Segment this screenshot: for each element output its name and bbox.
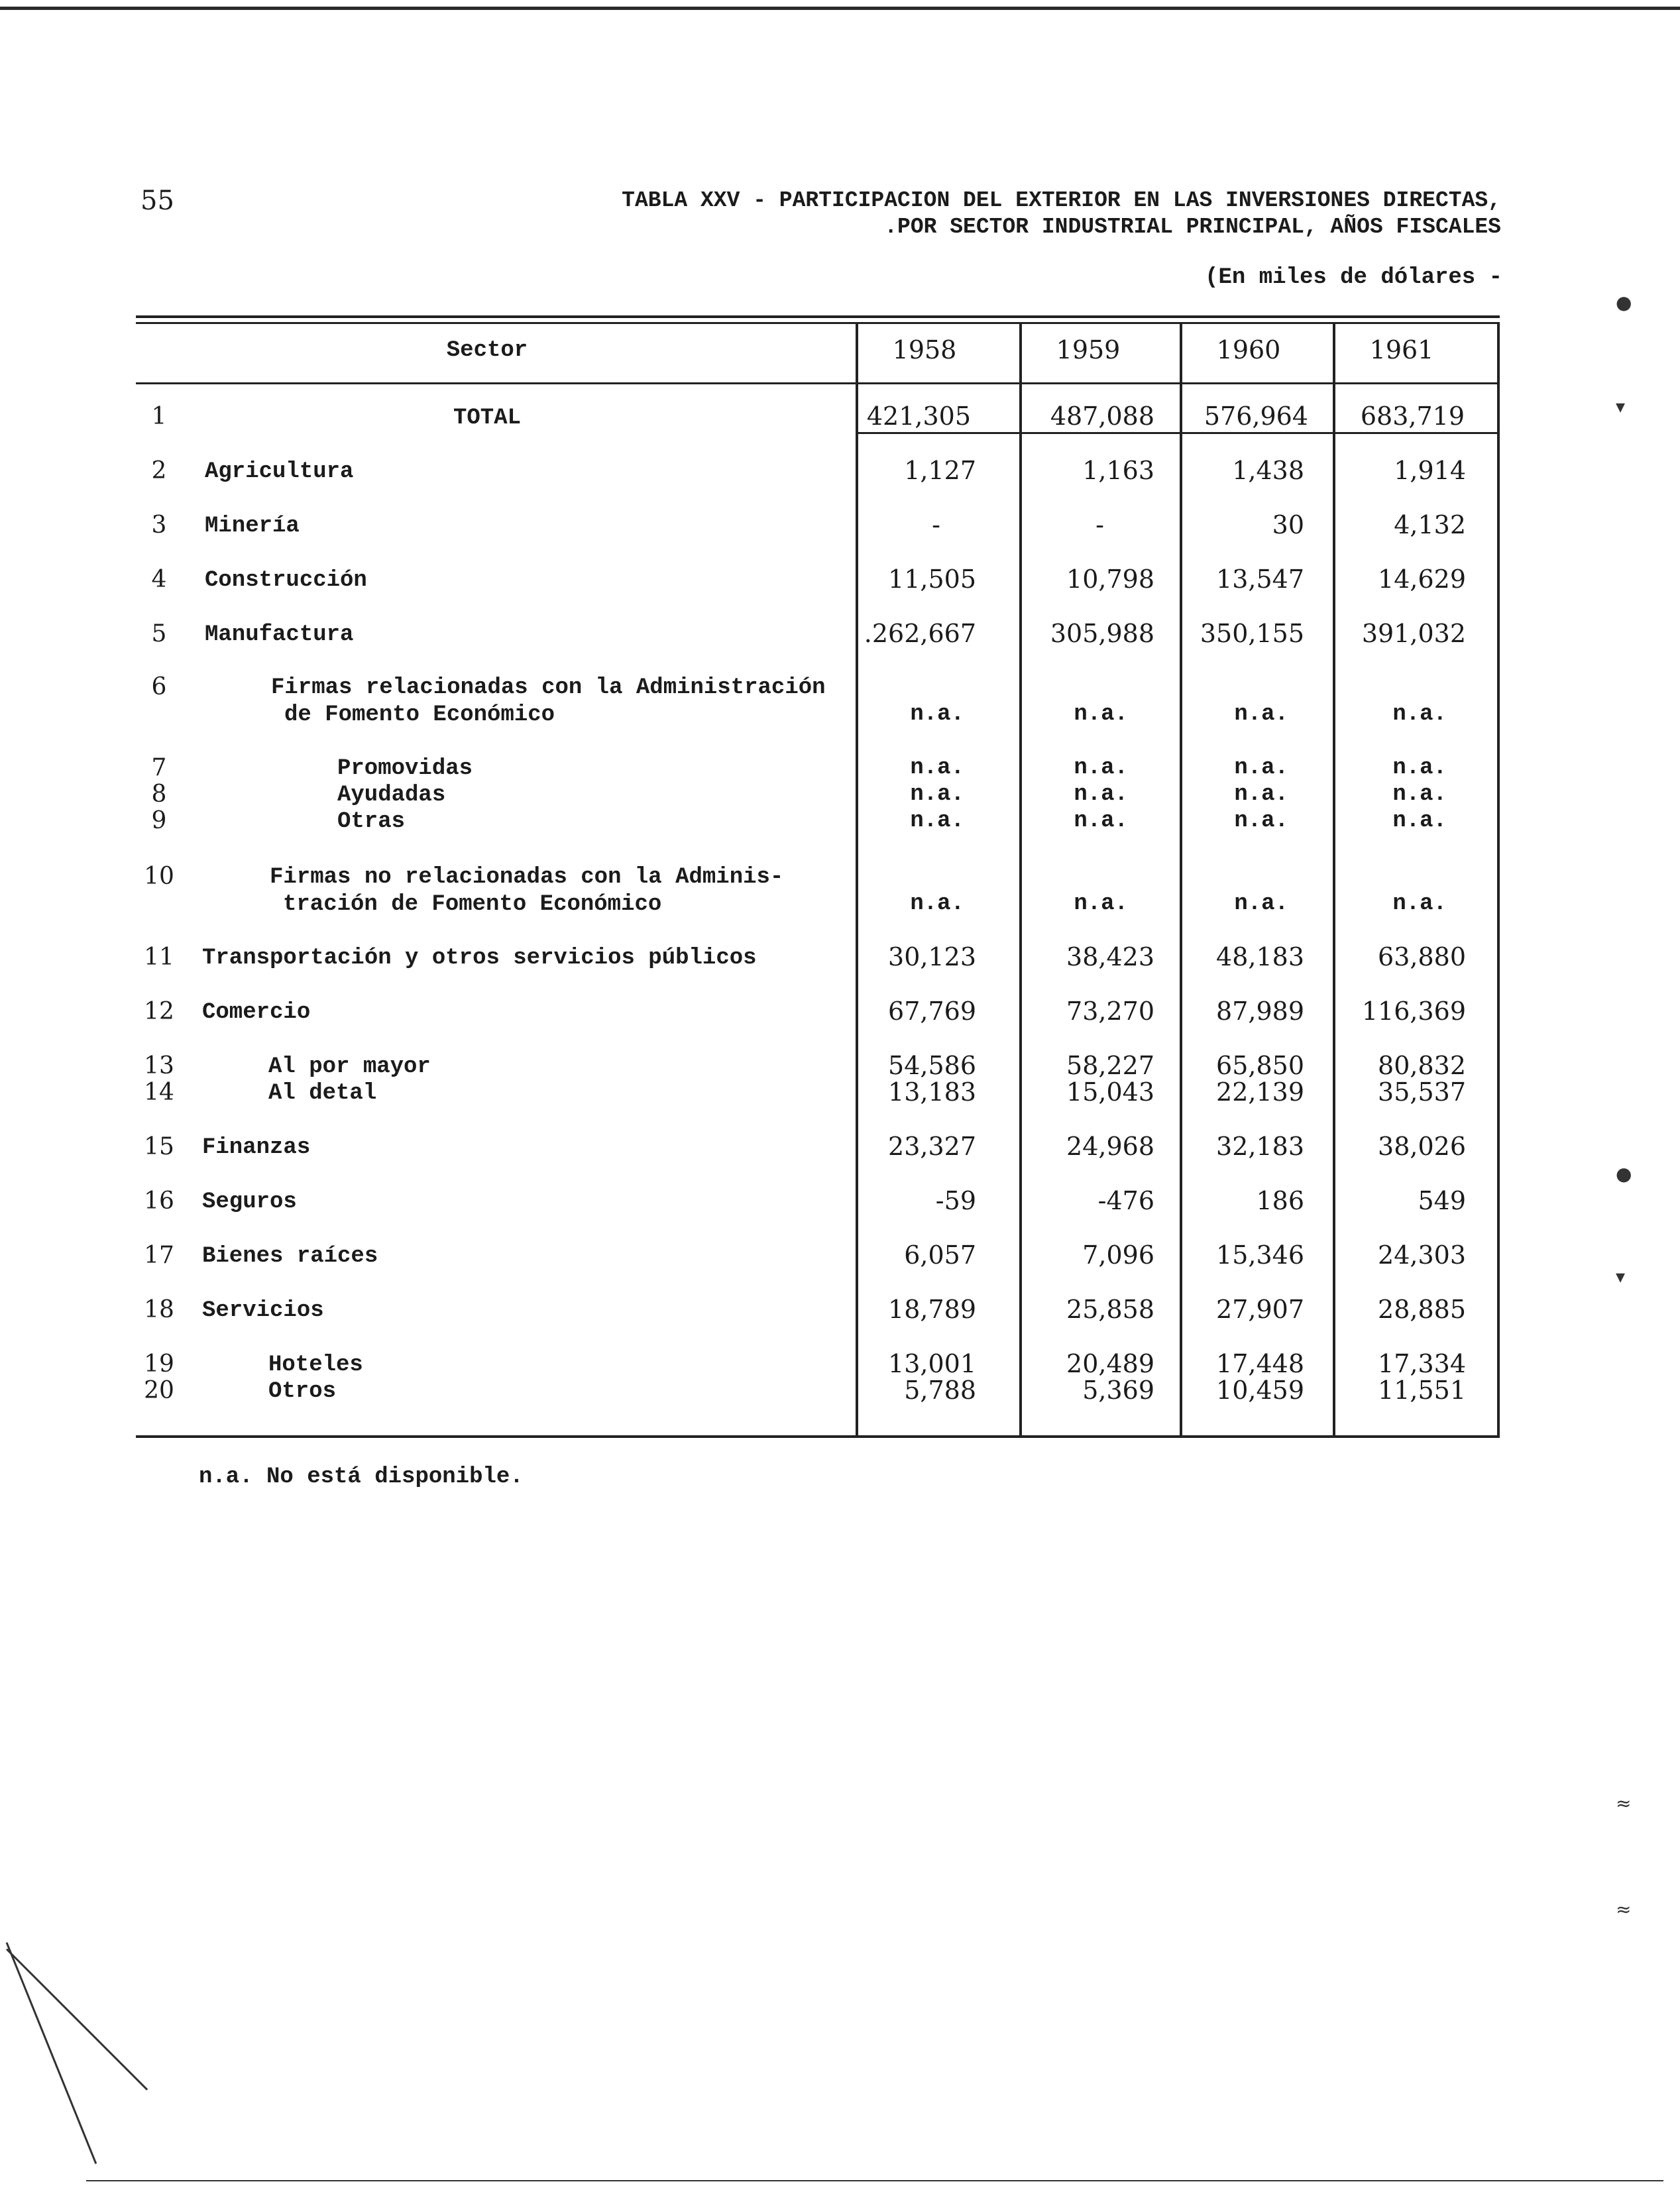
cell-1958: 6,057 — [904, 1240, 976, 1270]
row-label: Al detal — [268, 1081, 377, 1106]
row-number: 6 — [151, 673, 167, 700]
cell-1961: 683,719 — [1360, 402, 1465, 431]
cell-1961: 14,629 — [1378, 565, 1466, 594]
cell-1960: 350,155 — [1200, 619, 1304, 648]
row-label: Finanzas — [202, 1135, 311, 1160]
cell-1961: 17,334 — [1378, 1349, 1466, 1378]
cell-1960: 1,438 — [1232, 456, 1304, 485]
cell-1960: 17,448 — [1216, 1349, 1304, 1378]
row-label: Promovidas — [337, 756, 473, 781]
scan-speck: ● — [1616, 292, 1632, 313]
cell-1959: - — [1095, 510, 1104, 539]
cell-1960: 15,346 — [1216, 1240, 1304, 1270]
table-bottom-rule — [136, 1435, 1500, 1438]
cell-1958: .262,667 — [864, 619, 976, 648]
cell-1960: n.a. — [1234, 808, 1288, 834]
row-number: 3 — [151, 512, 167, 539]
cell-1960: 48,183 — [1216, 942, 1304, 971]
cell-1961: n.a. — [1392, 755, 1447, 781]
row-label: Comercio — [202, 1000, 311, 1025]
scan-speck: ▾ — [1616, 396, 1626, 417]
row-number: 5 — [151, 620, 167, 647]
cell-1959: 25,858 — [1066, 1295, 1154, 1324]
cell-1959: n.a. — [1074, 702, 1128, 727]
cell-1958: 67,769 — [888, 997, 976, 1026]
row-label: Construcción — [205, 568, 367, 593]
column-line-3 — [1180, 324, 1182, 1438]
cell-1961: 1,914 — [1394, 456, 1466, 485]
cell-1960: 186 — [1256, 1186, 1304, 1215]
cell-1958: n.a. — [910, 891, 964, 916]
cell-1961: n.a. — [1392, 891, 1447, 916]
row-label: Ayudadas — [337, 783, 446, 808]
cell-1959: 487,088 — [1050, 402, 1154, 431]
row-label: Bienes raíces — [202, 1244, 378, 1269]
cell-1960: 32,183 — [1216, 1132, 1304, 1161]
header-year-1960: 1960 — [1216, 335, 1281, 364]
row-label: TOTAL — [453, 406, 522, 431]
cell-1959: -476 — [1097, 1186, 1154, 1215]
cell-1961: 28,885 — [1378, 1295, 1466, 1324]
cell-1958: n.a. — [910, 755, 964, 781]
cell-1961: 35,537 — [1378, 1077, 1466, 1107]
total-underline — [858, 432, 1500, 434]
column-line-5 — [1497, 324, 1500, 1438]
data-table — [136, 315, 1500, 1438]
cell-1958: 13,183 — [888, 1077, 976, 1107]
row-number: 10 — [144, 863, 174, 890]
row-label: Otros — [268, 1379, 337, 1404]
row-label: Manufactura — [205, 622, 354, 647]
row-number: 19 — [144, 1350, 174, 1378]
row-label: Transportación y otros servicios públicos — [202, 946, 757, 971]
table-top-rule — [136, 315, 1500, 318]
cell-1961: 24,303 — [1378, 1240, 1466, 1270]
header-year-1958: 1958 — [892, 335, 957, 364]
cell-1960: n.a. — [1234, 782, 1288, 807]
cell-1961: 549 — [1418, 1186, 1466, 1215]
row-number: 8 — [151, 781, 167, 808]
header-bottom-rule — [136, 382, 1500, 384]
cell-1959: 24,968 — [1066, 1132, 1154, 1161]
cell-1961: 11,551 — [1378, 1376, 1466, 1405]
cell-1958: n.a. — [910, 782, 964, 807]
cell-1959: 1,163 — [1082, 456, 1154, 485]
footnote: n.a. No está disponible. — [199, 1464, 524, 1490]
header-year-1961: 1961 — [1369, 335, 1434, 364]
row-number: 16 — [144, 1187, 174, 1215]
cell-1959: 10,798 — [1066, 565, 1154, 594]
row-number: 11 — [144, 944, 174, 971]
row-label-line-2: tración de Fomento Económico — [283, 892, 662, 917]
scan-corner-fold — [6, 1948, 148, 2090]
row-number: 1 — [151, 403, 167, 430]
cell-1961: 4,132 — [1394, 510, 1466, 539]
cell-1958: 11,505 — [888, 565, 976, 594]
cell-1961: 38,026 — [1378, 1132, 1466, 1161]
header-sector: Sector — [446, 338, 528, 363]
row-number: 2 — [151, 457, 167, 484]
cell-1959: 7,096 — [1082, 1240, 1154, 1270]
scan-corner-fold — [6, 1942, 97, 2164]
cell-1959: 20,489 — [1066, 1349, 1154, 1378]
cell-1959: 38,423 — [1066, 942, 1154, 971]
cell-1960: n.a. — [1234, 891, 1288, 916]
row-label: Agricultura — [205, 459, 354, 484]
table-top-rule-inner — [136, 322, 1500, 324]
cell-1958: 54,586 — [888, 1051, 976, 1080]
cell-1958: 421,305 — [866, 402, 971, 431]
cell-1958: 30,123 — [888, 942, 976, 971]
cell-1959: 5,369 — [1082, 1376, 1154, 1405]
column-line-1 — [856, 324, 858, 1438]
row-label: Servicios — [202, 1298, 324, 1323]
row-number: 15 — [144, 1133, 174, 1160]
scan-speck: ≈ — [1616, 1898, 1632, 1920]
cell-1960: 87,989 — [1216, 997, 1304, 1026]
cell-1959: n.a. — [1074, 782, 1128, 807]
cell-1958: 13,001 — [888, 1349, 976, 1378]
scan-bottom-edge — [86, 2180, 1663, 2181]
scan-top-edge — [0, 7, 1680, 10]
header-year-1959: 1959 — [1056, 335, 1121, 364]
cell-1960: n.a. — [1234, 755, 1288, 781]
cell-1960: 65,850 — [1216, 1051, 1304, 1080]
cell-1960: 576,964 — [1204, 402, 1308, 431]
row-label-line-1: Firmas no relacionadas con la Adminis- — [270, 865, 784, 890]
row-number: 20 — [144, 1377, 174, 1404]
cell-1961: 63,880 — [1378, 942, 1466, 971]
row-number: 13 — [144, 1052, 174, 1079]
cell-1961: 391,032 — [1361, 619, 1466, 648]
cell-1959: 73,270 — [1066, 997, 1154, 1026]
cell-1959: 15,043 — [1066, 1077, 1154, 1107]
column-line-2 — [1019, 324, 1022, 1438]
table-title-line-2: .POR SECTOR INDUSTRIAL PRINCIPAL, AÑOS FISCALES — [884, 215, 1501, 239]
row-label: Hoteles — [268, 1352, 363, 1378]
cell-1961: n.a. — [1392, 808, 1447, 834]
row-label: Otras — [337, 809, 406, 834]
row-number: 4 — [151, 566, 167, 593]
cell-1960: 10,459 — [1216, 1376, 1304, 1405]
column-line-4 — [1333, 324, 1335, 1438]
table-title — [622, 188, 1501, 241]
page-number: 55 — [140, 186, 174, 216]
row-number: 14 — [144, 1079, 174, 1106]
cell-1960: 30 — [1272, 510, 1304, 539]
cell-1958: n.a. — [910, 808, 964, 834]
row-number: 12 — [144, 998, 174, 1025]
cell-1958: 23,327 — [888, 1132, 976, 1161]
row-number: 17 — [144, 1242, 174, 1269]
cell-1960: 13,547 — [1216, 565, 1304, 594]
cell-1960: 22,139 — [1216, 1077, 1304, 1107]
cell-1958: 1,127 — [904, 456, 976, 485]
cell-1959: n.a. — [1074, 755, 1128, 781]
cell-1960: n.a. — [1234, 702, 1288, 727]
cell-1958: -59 — [935, 1186, 976, 1215]
row-label: Minería — [205, 514, 300, 539]
units-note: (En miles de dólares - — [1205, 265, 1502, 290]
cell-1959: n.a. — [1074, 808, 1128, 834]
row-label-line-1: Firmas relacionadas con la Administración — [271, 675, 826, 700]
cell-1959: n.a. — [1074, 891, 1128, 916]
scan-speck: ▾ — [1616, 1266, 1626, 1288]
row-number: 7 — [151, 754, 167, 781]
cell-1959: 58,227 — [1066, 1051, 1154, 1080]
cell-1958: - — [932, 510, 940, 539]
table-title-line-1: TABLA XXV - PARTICIPACION DEL EXTERIOR EN LAS INVERSIONES DIRECTAS, — [622, 188, 1501, 213]
cell-1958: n.a. — [910, 702, 964, 727]
row-number: 9 — [151, 807, 167, 834]
row-label-line-2: de Fomento Económico — [284, 702, 555, 728]
cell-1961: 116,369 — [1361, 997, 1466, 1026]
row-label: Seguros — [202, 1189, 297, 1215]
scan-speck: ● — [1616, 1163, 1632, 1185]
cell-1961: n.a. — [1392, 782, 1447, 807]
row-label: Al por mayor — [268, 1054, 431, 1079]
row-number: 18 — [144, 1296, 174, 1323]
cell-1961: n.a. — [1392, 702, 1447, 727]
cell-1960: 27,907 — [1216, 1295, 1304, 1324]
cell-1958: 5,788 — [904, 1376, 976, 1405]
cell-1961: 80,832 — [1378, 1051, 1466, 1080]
scan-speck: ≈ — [1616, 1792, 1632, 1814]
cell-1959: 305,988 — [1050, 619, 1154, 648]
cell-1958: 18,789 — [888, 1295, 976, 1324]
